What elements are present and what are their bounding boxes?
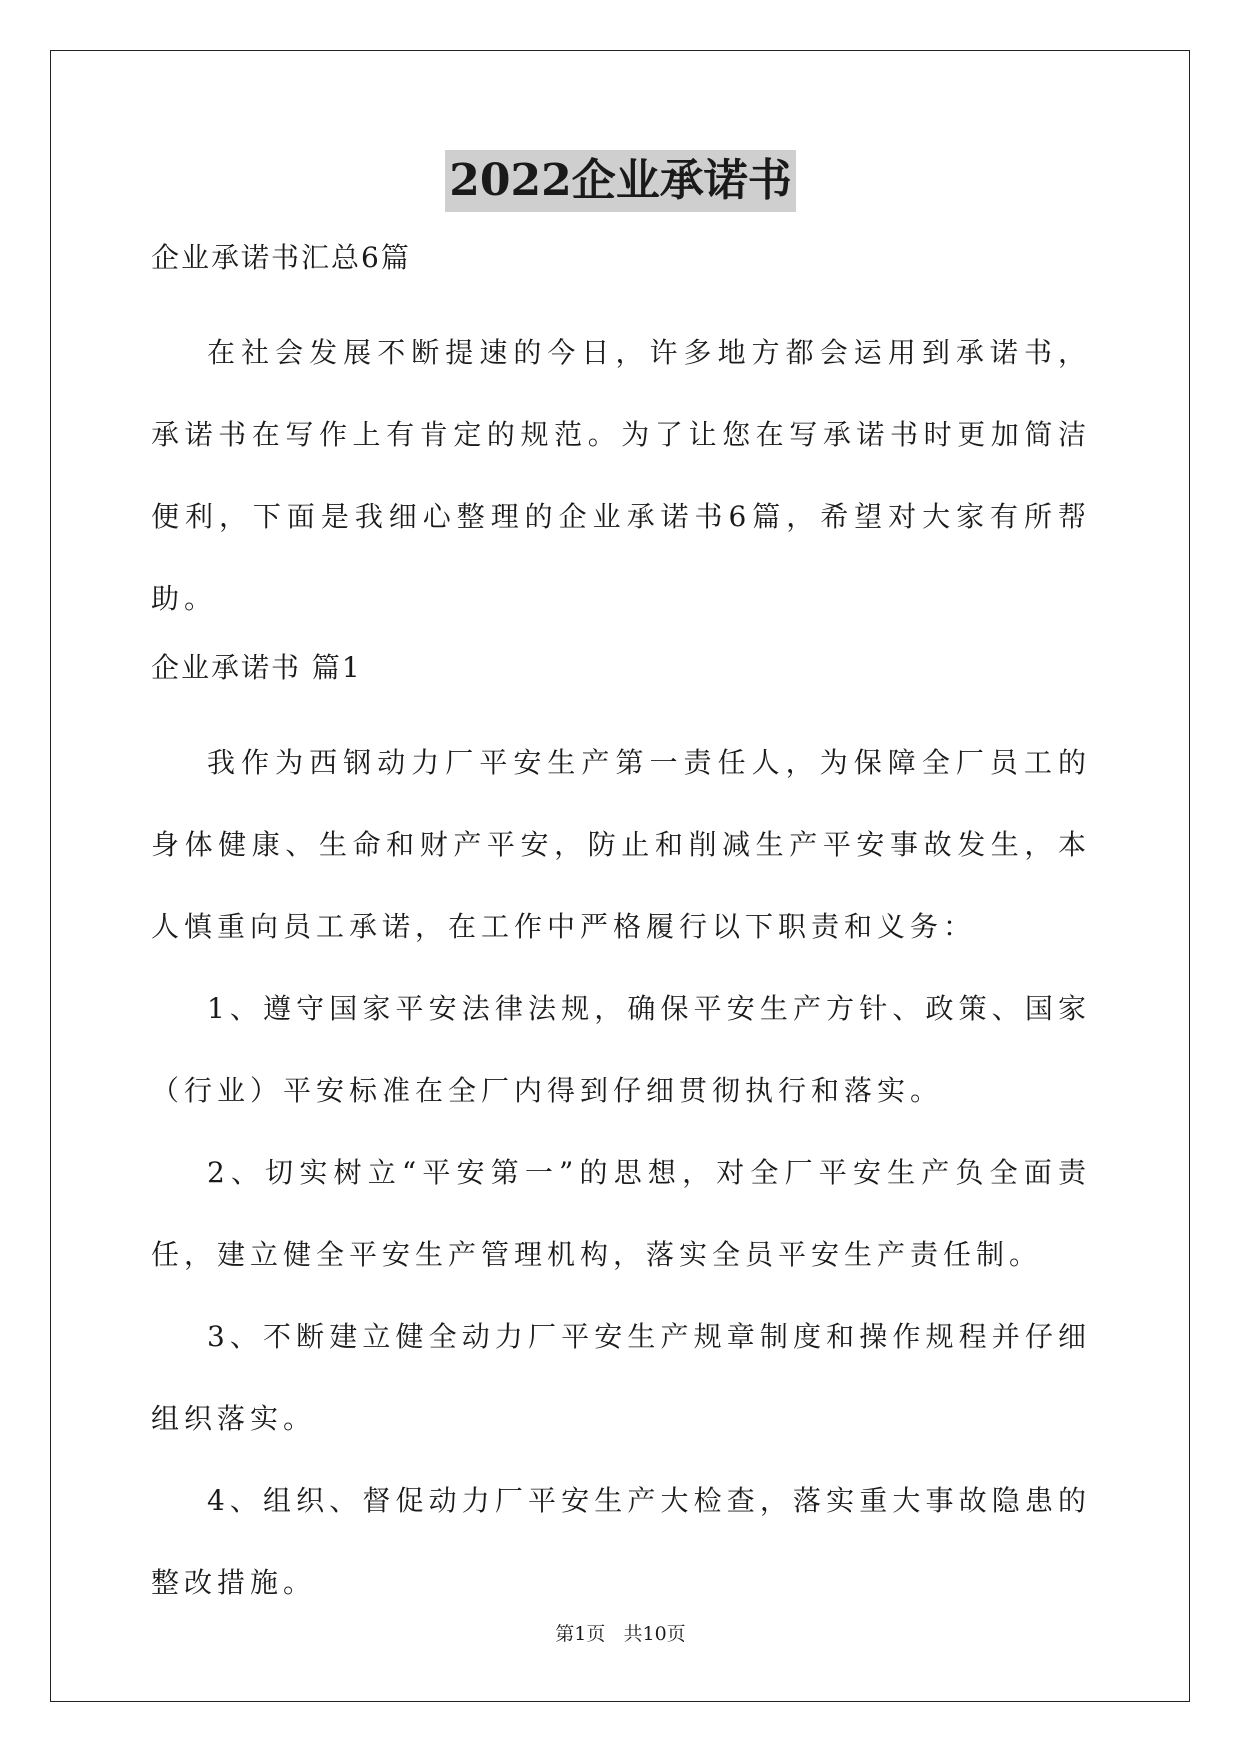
- body-paragraph: 4、组织、督促动力厂平安生产大检查，落实重大事故隐患的整改措施。: [151, 1484, 1091, 1599]
- section-heading: 企业承诺书 篇1: [151, 651, 362, 684]
- document-body: [151, 230, 1091, 1624]
- body-paragraph: 2、切实树立“平安第一”的思想，对全厂平安生产负全面责任，建立健全平安生产管理机构，落实全员平安生产责任制。: [151, 1156, 1091, 1271]
- page-number: 第1页 共10页: [555, 1623, 686, 1645]
- body-paragraph: 1、遵守国家平安法律法规，确保平安生产方针、政策、国家（行业）平安标准在全厂内得到仔细贯彻执行和落实。: [151, 992, 1091, 1107]
- page-footer: [0, 1620, 1241, 1648]
- body-paragraph: 我作为西钢动力厂平安生产第一责任人，为保障全厂员工的身体健康、生命和财产平安，防止和削减生产平安事故发生，本人慎重向员工承诺，在工作中严格履行以下职责和义务：: [151, 746, 1091, 943]
- intro-paragraph: 在社会发展不断提速的今日，许多地方都会运用到承诺书，承诺书在写作上有肯定的规范。为了让您在写承诺书时更加简洁便利，下面是我细心整理的企业承诺书6篇，希望对大家有所帮助。: [151, 336, 1091, 615]
- document-title: 2022企业承诺书: [445, 150, 795, 212]
- title-area: [0, 150, 1241, 212]
- body-paragraph: 3、不断建立健全动力厂平安生产规章制度和操作规程并仔细组织落实。: [151, 1320, 1091, 1435]
- summary-heading: 企业承诺书汇总6篇: [151, 241, 411, 274]
